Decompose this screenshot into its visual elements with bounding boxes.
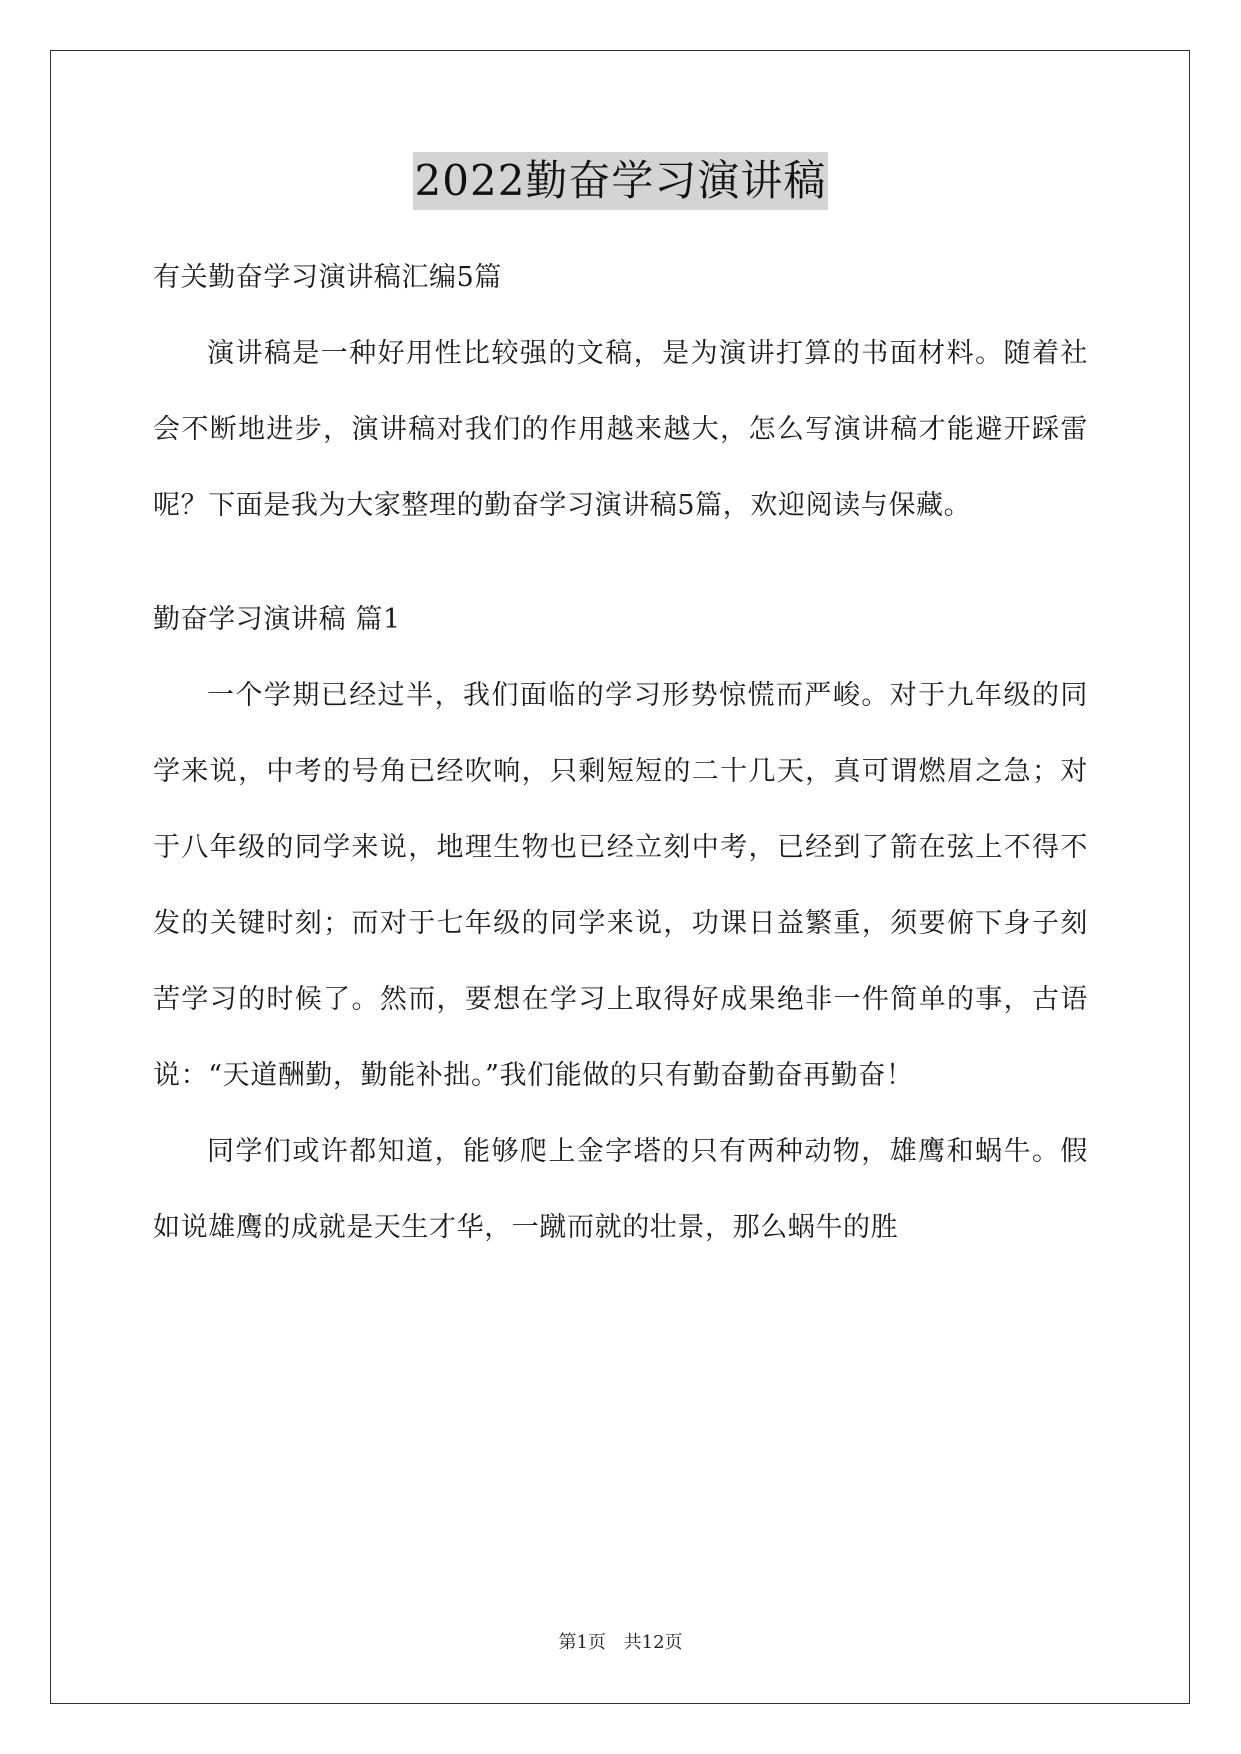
- document-title: 2022勤奋学习演讲稿: [413, 152, 829, 210]
- page-footer: [0, 1628, 1241, 1654]
- page-number: 第1页: [558, 1632, 606, 1653]
- page-total: 共12页: [623, 1632, 683, 1653]
- title-wrapper: [0, 152, 1241, 210]
- document-body: [153, 240, 1088, 1266]
- body-paragraph-2: 同学们或许都知道，能够爬上金字塔的只有两种动物，雄鹰和蜗牛。假如说雄鹰的成就是天生才华，一蹴而就的壮景，那么蜗牛的胜: [153, 1136, 1088, 1243]
- body-paragraph-1: 一个学期已经过半，我们面临的学习形势惊慌而严峻。对于九年级的同学来说，中考的号角已经吹响，只剩短短的二十几天，真可谓燃眉之急；对于八年级的同学来说，地理生物也已经立刻中考，已经到了箭在弦上不得不发的关键时刻；而对于七年级的同学来说，功课日益繁重，须要俯下身子刻苦学习的时候了。然而，要想在学习上取得好成果绝非一件简单的事，古语说：“天道酬勤，勤能补拙。”我们能做的只有勤奋勤奋再勤奋！: [153, 680, 1088, 1091]
- document-subtitle: 有关勤奋学习演讲稿汇编5篇: [153, 262, 502, 293]
- intro-paragraph: 演讲稿是一种好用性比较强的文稿，是为演讲打算的书面材料。随着社会不断地进步，演讲稿对我们的作用越来越大，怎么写演讲稿才能避开踩雷呢？下面是我为大家整理的勤奋学习演讲稿5篇，欢迎阅读与保藏。: [153, 338, 1088, 521]
- section-heading: 勤奋学习演讲稿 篇1: [153, 604, 401, 635]
